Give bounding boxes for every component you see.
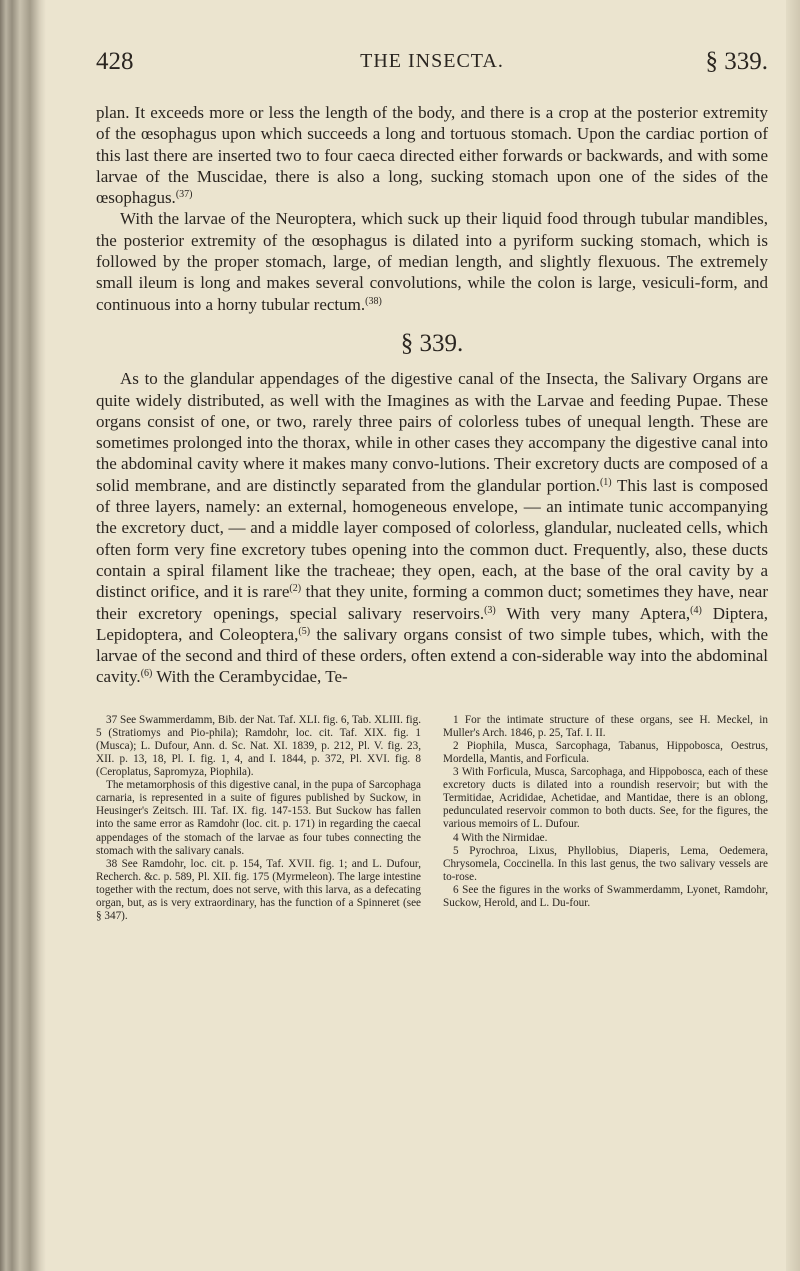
paragraph-text: plan. It exceeds more or less the length of the body, and there is a crop at the posterior extremity of the œsophagus upon which succeeds a long and tortuous stomach. Upon the cardiac portion of this last there are inserted two to four caeca directed either forwards or backwards, and with some larvae of the Muscidae, there is also a long, sucking stomach upon one of the sides of the œsophagus. (96, 103, 768, 208)
paragraph-text: With the Cerambycidae, Te- (152, 667, 348, 687)
footnote-ref: (2) (289, 583, 302, 595)
footnote: 3 With Forficula, Musca, Sarcophaga, and Hippobosca, each of these excretory ducts is dilated into a roundish reservoir; but with the Termitidae, Acrididae, Achetidae, and Mantidae, there is an oblong, pedunculated reservoir common to both ducts. See, for the figures, the various memoirs of L. Dufour. (443, 766, 768, 831)
footnote-ref: (5) (298, 625, 311, 637)
paragraph-text: With the larvae of the Neuroptera, which suck up their liquid food through tubular mandibles, the posterior extremity of the œsophagus is dilated into a pyriform sucking stomach, which is followed by the proper stomach, large, of median length, and slightly flexuous. The extremely small ileum is long and makes several convolutions, while the colon is large, vesiculi-form, and continuous into a horny tubular rectum. (96, 209, 768, 314)
book-binding-edge (0, 0, 46, 1271)
paragraph-text: This last is composed of three layers, namely: an external, homogeneous envelope, — an intimate tunic accompanying the excretory duct, — and a middle layer composed of colorless, glandular, nucleated cells, which often form very fine excretory tubes opening into the common duct. Frequently, also, these ducts contain a spiral filament like the tracheae; they open, each, at the base of the oral cavity by a distinct orifice, and it is rare (96, 475, 769, 602)
book-page (96, 48, 768, 923)
footnote-ref: (37) (175, 189, 193, 201)
section-heading: § 339. (400, 329, 464, 357)
footnote-ref: (6) (140, 668, 153, 680)
footnote: 1 For the intimate structure of these organs, see H. Meckel, in Muller's Arch. 1846, p. 25, Taf. I. II. (443, 713, 768, 739)
footnote: 38 See Ramdohr, loc. cit. p. 154, Taf. XVII. fig. 1; and L. Dufour, Recherch. &c. p. 589, Pl. XII. fig. 175 (Myrmeleon). The large intestine together with the rectum, does not serve, with this larva, as a defecating organ, but, as is very extraordinary, has the function of a Spinneret (see § 347). (96, 857, 421, 923)
footnotes (96, 714, 768, 924)
footnotes-right-column (443, 714, 768, 924)
page-number: 428 (96, 48, 134, 75)
paragraph-text: With very many Aptera, (495, 603, 691, 623)
page-edge (786, 0, 800, 1271)
footnote: 6 See the figures in the works of Swammerdamm, Lyonet, Ramdohr, Suckow, Herold, and L. Du-four. (443, 883, 768, 910)
paragraph-text: that they unite, forming a common duct; sometimes they have, near their excretory openings, special salivary reservoirs. (96, 582, 768, 623)
paragraph-text: As to the glandular appendages of the digestive canal of the Insecta, the Salivary Organs are quite widely distributed, as well with the Imagines as with the Larvae and feeding Pupae. These organs consist of one, or two, rarely three pairs of colorless tubes of unequal length. These are sometimes prolonged into the thorax, while in other cases they accompany the digestive canal into the abdominal cavity where it makes many convo-lutions. Their excretory ducts are composed of a solid membrane, and are distinctly separated from the glandular portion. (96, 369, 768, 495)
paragraph (96, 208, 768, 314)
footnote: 4 With the Nirmidae. (453, 831, 548, 844)
paragraph (96, 368, 768, 687)
paragraph (96, 102, 768, 208)
footnote-ref: (1) (599, 476, 612, 488)
footnote-ref: (4) (690, 604, 702, 616)
footnotes-left-column (96, 714, 421, 924)
footnote: 2 Piophila, Musca, Sarcophaga, Tabanus, Hippobosca, Oestrus, Mordella, Mantis, and Forficula. (443, 739, 768, 765)
footnote: 5 Pyrochroa, Lixus, Phyllobius, Diaperis, Lema, Oedemera, Chrysomela, Coccinella. In this last genus, the two salivary vessels are to-rose. (443, 844, 768, 883)
running-title: THE INSECTA. (360, 50, 504, 72)
footnote-ref: (38) (365, 295, 382, 307)
paragraph-text: Diptera, Lepidoptera, and Coleoptera, (96, 603, 768, 644)
running-section: § 339. (705, 48, 768, 75)
paragraph-text: the salivary organs consist of two simple tubes, which, with the larvae of the second and third of these orders, often extend a con-siderable way into the abdominal cavity. (96, 624, 769, 687)
footnote-ref: (3) (484, 604, 496, 616)
body-text (96, 102, 768, 688)
footnote: 37 See Swammerdamm, Bib. der Nat. Taf. XLI. fig. 6, Tab. XLIII. fig. 5 (Stratiomys and Pio-phila); Ramdohr, loc. cit. Taf. XIX. fig. 1 (Musca); L. Dufour, Ann. d. Sc. Nat. XI. 1839, p. 212, Pl. V. fig. 23, XII. p. 13, 18, Pl. I. fig. 1, 4, and I. 1844, p. 372, Pl. XVI. fig. 8 (Ceroplatus, Sapromyza, Piophila). (96, 713, 421, 779)
footnote: The metamorphosis of this digestive canal, in the pupa of Sarcophaga carnaria, is represented in a suite of figures published by Suckow, in Heusinger's Zeitsch. III. Taf. IX. fig. 147-153. But Suckow has fallen into the same error as Ramdohr (loc. cit. p. 171) in regarding the caecal appendages of the stomach of the larvae as four tubes connecting the stomach with the salivary canals. (96, 779, 421, 857)
running-head (96, 48, 768, 78)
